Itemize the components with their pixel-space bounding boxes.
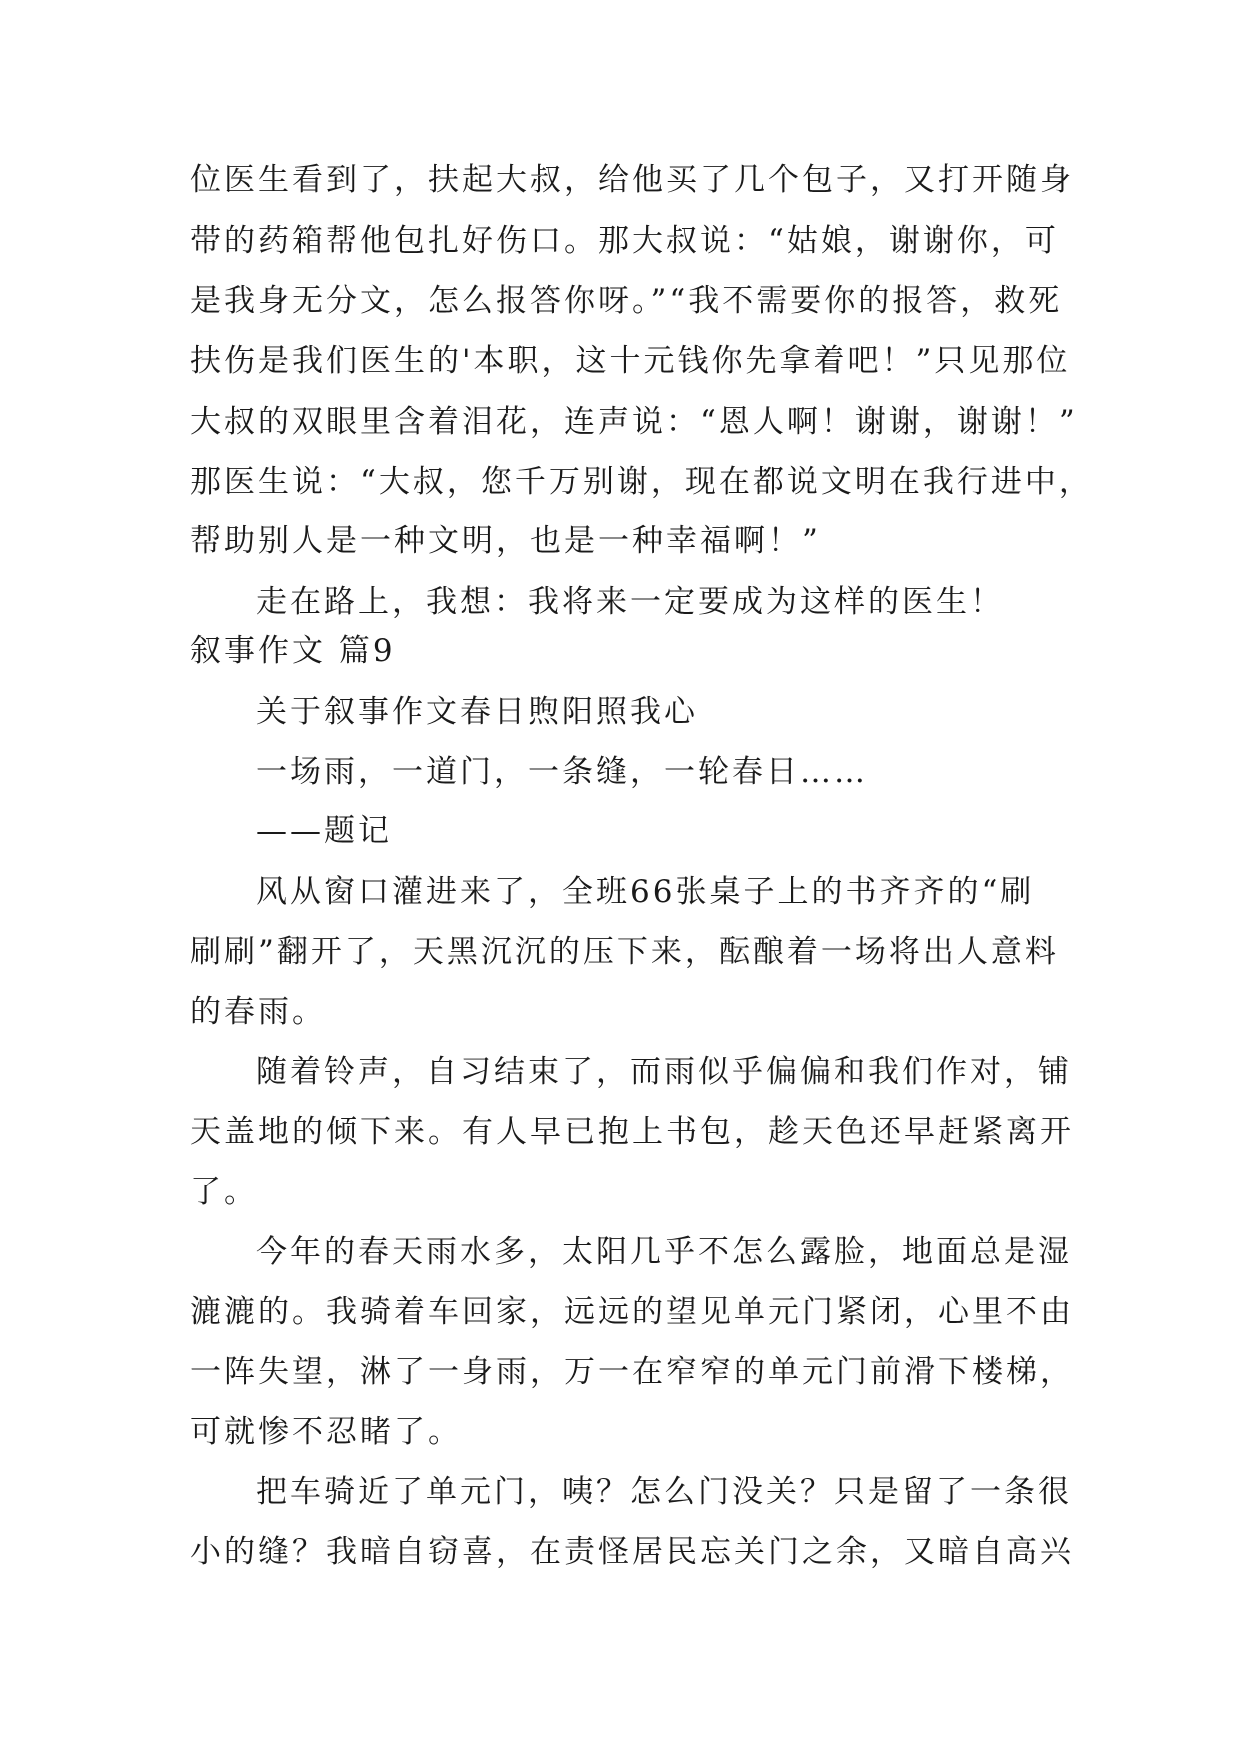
paragraph-line: 随着铃声，自习结束了，而雨似乎偏偏和我们作对，铺 (256, 1054, 1072, 1090)
paragraph-line: 小的缝？我暗自窃喜，在责怪居民忘关门之余，又暗自高兴 (190, 1534, 1074, 1570)
paragraph-line: 那医生说：“大叔，您千万别谢，现在都说文明在我行进中， (190, 464, 1093, 500)
paragraph-line: 天盖地的倾下来。有人早已抱上书包，趁天色还早赶紧离开 (190, 1114, 1074, 1150)
paragraph-line: 可就惨不忍睹了。 (190, 1414, 462, 1450)
paragraph-line: 位医生看到了，扶起大叔，给他买了几个包子，又打开随身 (190, 162, 1074, 198)
section-heading: 叙事作文 篇9 (190, 633, 396, 669)
paragraph-line: 大叔的双眼里含着泪花，连声说：“恩人啊！谢谢，谢谢！” (190, 404, 1078, 440)
paragraph-line: 了。 (190, 1174, 258, 1210)
epigraph-attribution: ——题记 (256, 813, 392, 849)
paragraph-line: 带的药箱帮他包扎好伤口。那大叔说：“姑娘，谢谢你，可 (190, 223, 1059, 259)
paragraph-line: 今年的春天雨水多，太阳几乎不怎么露脸，地面总是湿 (256, 1234, 1072, 1270)
paragraph-line: 扶伤是我们医生的'本职，这十元钱你先拿着吧！”只见那位 (190, 343, 1071, 379)
paragraph-line: 是我身无分文，怎么报答你呀。”“我不需要你的报答，救死 (190, 283, 1063, 319)
paragraph-line: 走在路上，我想：我将来一定要成为这样的医生！ (256, 584, 1004, 620)
essay-title: 关于叙事作文春日煦阳照我心 (256, 694, 698, 730)
paragraph-line: 帮助别人是一种文明，也是一种幸福啊！” (190, 523, 821, 559)
paragraph-line: 一阵失望，淋了一身雨，万一在窄窄的单元门前滑下楼梯， (190, 1354, 1074, 1390)
paragraph-line: 漉漉的。我骑着车回家，远远的望见单元门紧闭，心里不由 (190, 1294, 1074, 1330)
paragraph-line: 的春雨。 (190, 994, 326, 1030)
paragraph-line: 风从窗口灌进来了，全班66张桌子上的书齐齐的“刷 (256, 874, 1035, 910)
paragraph-line: 把车骑近了单元门，咦？怎么门没关？只是留了一条很 (256, 1474, 1072, 1510)
epigraph: 一场雨，一道门，一条缝，一轮春日…… (256, 754, 868, 790)
paragraph-line: 刷刷”翻开了，天黑沉沉的压下来，酝酿着一场将出人意料 (190, 934, 1059, 970)
